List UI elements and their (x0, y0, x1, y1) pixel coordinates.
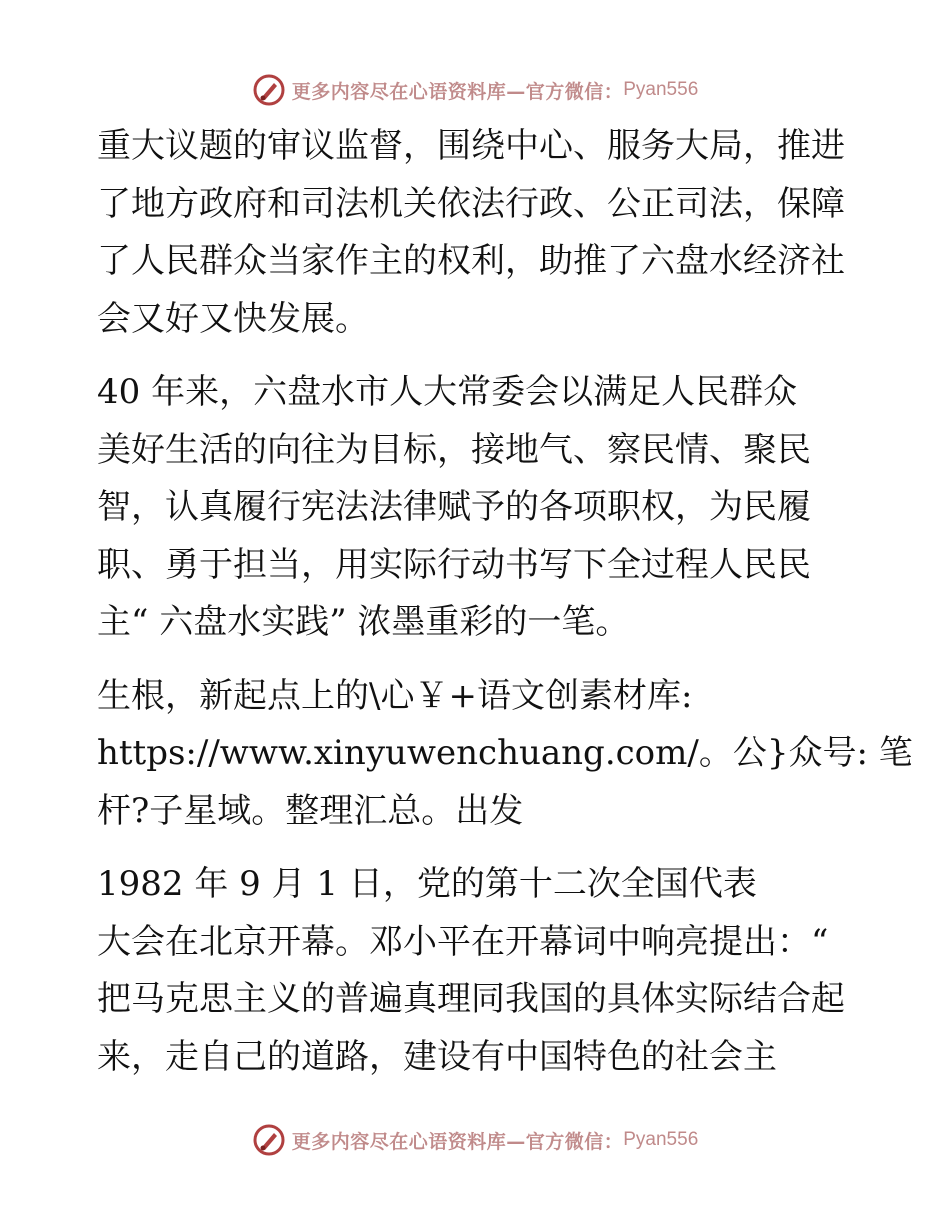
banner-wechat-id: Pyan556 (623, 79, 699, 100)
text-line: 把马克思主义的普遍真理同我国的具体实际结合起 (97, 979, 845, 1019)
text-line: 美好生活的向往为目标，接地气、察民情、聚民 (97, 429, 811, 470)
paragraph-3 (97, 668, 913, 841)
text-line: https://www.xinyuwenchuang.com/。公}众号: 笔 (97, 733, 913, 773)
pen-seal-logo-icon (252, 1123, 286, 1157)
header-watermark-banner (0, 70, 950, 110)
text-line: 重大议题的审议监督，围绕中心、服务大局，推进 (97, 126, 845, 166)
text-line: 了地方政府和司法机关依法行政、公正司法，保障 (97, 183, 845, 224)
text-line: 职、勇于担当，用实际行动书写下全过程人民民 (97, 544, 811, 585)
banner-text: 更多内容尽在心语资料库—官方微信： (291, 80, 624, 103)
text-line: 40 年来，六盘水市人大常委会以满足人民群众 (97, 372, 798, 412)
banner-text: 更多内容尽在心语资料库—官方微信： (291, 1130, 624, 1153)
text-line: 杆?子星域。整理汇总。出发 (97, 790, 524, 831)
text-line: 会又好又快发展。 (97, 298, 369, 339)
banner-wechat-id: Pyan556 (623, 1129, 699, 1150)
pen-seal-logo-icon (252, 73, 286, 107)
text-line: 主“ 六盘水实践” 浓墨重彩的一笔。 (97, 602, 630, 642)
paragraph-1 (97, 118, 857, 348)
paragraph-4 (97, 856, 857, 1086)
text-line: 大会在北京开幕。邓小平在开幕词中响亮提出：“ (97, 921, 829, 962)
text-line: 了人民群众当家作主的权利，助推了六盘水经济社 (97, 241, 845, 281)
paragraph-2 (97, 364, 857, 652)
text-line: 智，认真履行宪法法律赋予的各项职权，为民履 (97, 487, 811, 527)
text-line: 1982 年 9 月 1 日，党的第十二次全国代表 (97, 864, 757, 904)
document-body (97, 118, 913, 1086)
footer-watermark-banner (0, 1120, 950, 1160)
text-line: 来，走自己的道路，建设有中国特色的社会主 (97, 1036, 777, 1077)
text-line: 生根，新起点上的\心￥+语文创素材库: (97, 675, 693, 716)
